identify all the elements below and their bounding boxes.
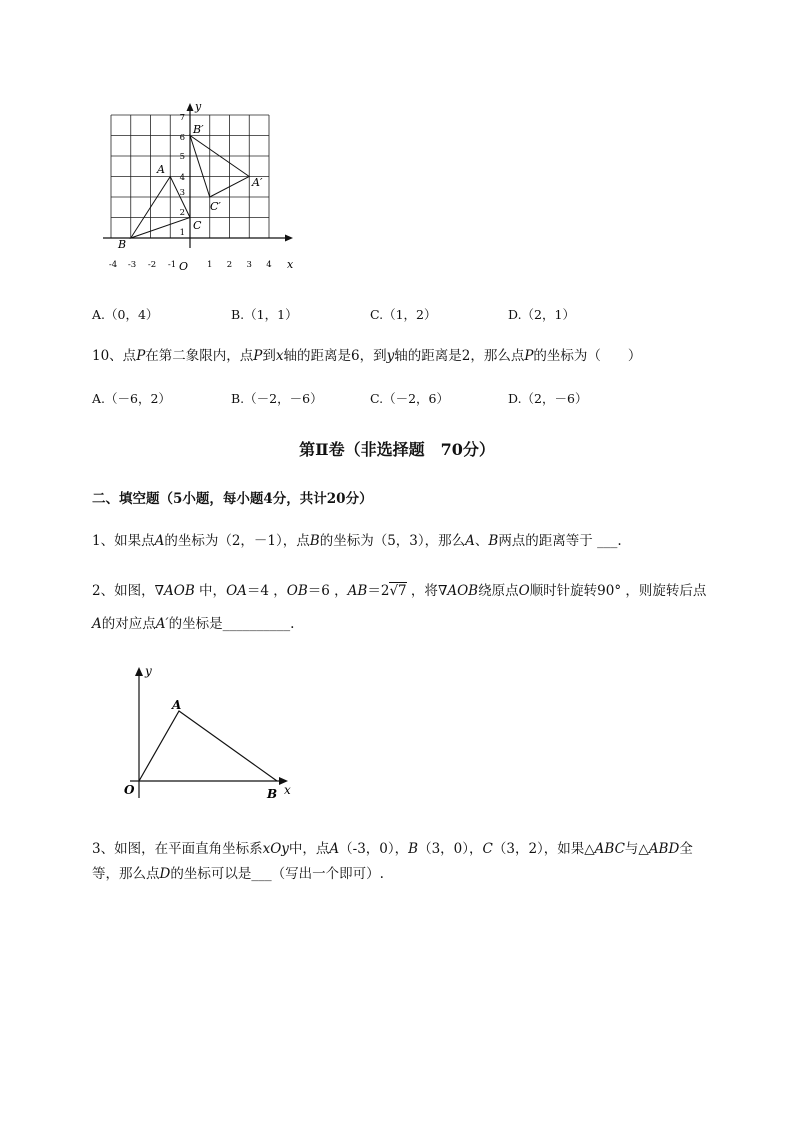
var-x: x (275, 348, 284, 364)
text-run: 2、如图， (92, 583, 155, 599)
x-axis-label: x (284, 783, 291, 797)
x-axis-label: x (287, 258, 294, 271)
vertex-label-c: C (193, 219, 202, 232)
text-run: 等，那么点 (92, 866, 160, 882)
y-axis-label: y (195, 100, 202, 113)
vertex-label-a: A (157, 163, 165, 176)
var-a: A (154, 533, 165, 549)
triangle-aob: ∇AOB (154, 583, 195, 599)
var-a-prime: A′ (155, 616, 169, 632)
text-run: 在第二象限内，点 (145, 348, 254, 364)
origin-label: O (179, 260, 189, 273)
q10-stem (92, 344, 641, 364)
y-tick-label: 4 (179, 173, 185, 183)
var-b: B (408, 841, 419, 857)
text-run: 轴的距离是6，到 (283, 348, 387, 364)
vertex-label-o: O (124, 783, 135, 797)
text-run: ＝2 (367, 583, 390, 599)
text-run: 、 (474, 533, 489, 549)
text-run: （-3，0）， (339, 841, 409, 857)
text-run: 1、如果点 (92, 533, 155, 549)
y-tick-label: 6 (179, 133, 185, 143)
y-tick-label: 7 (179, 113, 185, 123)
sqrt-seven: √7 (389, 583, 407, 599)
figure-1-grid-triangles (95, 98, 310, 278)
text-run: 绕原点 (478, 583, 519, 599)
var-a: A (465, 533, 475, 549)
vertex-label-b1: B′ (193, 123, 204, 136)
q10-option-c[interactable]: C.（－2，6） (370, 391, 449, 406)
x-axis-arrow-icon (285, 235, 293, 242)
var-p: P (253, 348, 263, 364)
var-b: B (488, 533, 499, 549)
fill-question-1 (92, 529, 622, 549)
text-run: 的坐标是__________. (168, 616, 295, 632)
vertex-label-c1: C′ (210, 200, 221, 213)
text-run: 与△ (624, 841, 649, 857)
vertex-label-a: A (172, 698, 182, 712)
var-p: P (136, 348, 146, 364)
q9-option-c[interactable]: C.（1，2） (370, 307, 437, 322)
fill-question-3-line-2 (92, 862, 384, 882)
text-run: 的坐标为（ ） (533, 348, 642, 364)
var-a: A (329, 841, 340, 857)
q9-option-a[interactable]: A.（0，4） (92, 307, 159, 322)
var-ob: OB (286, 583, 308, 599)
y-tick-label: 5 (179, 152, 185, 162)
text-run: ，将 (406, 583, 438, 599)
y-tick-label: 3 (179, 188, 185, 198)
x-tick-label: -1 (167, 260, 177, 270)
q10-option-d[interactable]: D.（2，－6） (508, 391, 588, 406)
y-tick-label: 1 (179, 228, 185, 238)
x-tick-label: -3 (127, 260, 137, 270)
vertex-label-b: B (118, 238, 127, 251)
text-run: （3，0）， (418, 841, 483, 857)
var-xoy: xOy (262, 841, 289, 857)
fill-question-2-line-2 (92, 612, 294, 632)
y-axis-arrow-icon (187, 103, 194, 111)
y-tick-label: 2 (179, 208, 185, 218)
text-run: ＝6 ， (307, 583, 348, 599)
y-axis-label: y (145, 664, 152, 678)
vertex-label-a1: A′ (252, 176, 263, 189)
vertex-label-b: B (267, 787, 278, 801)
x-tick-label: -4 (108, 260, 118, 270)
var-o: O (518, 583, 530, 599)
text-run: 中， (194, 583, 227, 599)
q9-option-b[interactable]: B.（1，1） (231, 307, 298, 322)
x-tick-label: 3 (246, 260, 252, 270)
var-oa: OA (226, 583, 247, 599)
var-d: D (159, 866, 171, 882)
text-run: 的坐标可以是___（写出一个即可）. (170, 866, 384, 882)
part2-title: 第Ⅱ卷（非选择题 70分） (299, 440, 495, 459)
q9-option-d[interactable]: D.（2，1） (508, 307, 575, 322)
text-run: 的坐标为（2，－1），点 (164, 533, 310, 549)
text-run: 全 (679, 841, 693, 857)
triangle-abc: ABC (594, 841, 625, 857)
x-tick-label: 2 (226, 260, 233, 270)
var-c: C (482, 841, 493, 857)
text-run: 两点的距离等于 ___. (498, 533, 622, 549)
x-tick-label: 1 (207, 260, 213, 270)
x-tick-label: 4 (266, 260, 272, 270)
var-ab: AB (347, 583, 368, 599)
triangle-aob: ∇AOB (437, 583, 479, 599)
text-run: 的坐标为（5，3），那么 (319, 533, 466, 549)
text-run: 顺时针旋转90° ，则旋转后点 (529, 583, 707, 599)
var-p: P (524, 348, 534, 364)
text-run: ＝4 ， (246, 583, 287, 599)
figure-2-triangle-aob (112, 658, 312, 803)
x-tick-label: -2 (147, 260, 157, 270)
fill-question-2-line-1 (92, 579, 706, 599)
text-run: 到 (262, 348, 276, 364)
var-a: A (92, 616, 102, 632)
text-run: 中，点 (288, 841, 330, 857)
section2-heading: 二、填空题（5小题，每小题4分，共计20分） (92, 491, 373, 507)
text-run: 的对应点 (101, 616, 156, 632)
y-axis-arrow-icon (135, 667, 143, 676)
q10-option-a[interactable]: A.（－6，2） (92, 391, 171, 406)
var-y: y (386, 348, 395, 364)
triangle-abd: ABD (648, 841, 680, 857)
text-run: 10、点 (92, 348, 137, 364)
var-b: B (309, 533, 320, 549)
text-run: 轴的距离是2，那么点 (394, 348, 525, 364)
triangle-a1b1c1 (190, 136, 249, 198)
text-run: （3，2），如果△ (492, 841, 595, 857)
fill-question-3-line-1 (92, 837, 693, 857)
text-run: 3、如图，在平面直角坐标系 (92, 841, 263, 857)
q10-option-b[interactable]: B.（－2，－6） (231, 391, 323, 406)
triangle-aob (139, 711, 277, 781)
